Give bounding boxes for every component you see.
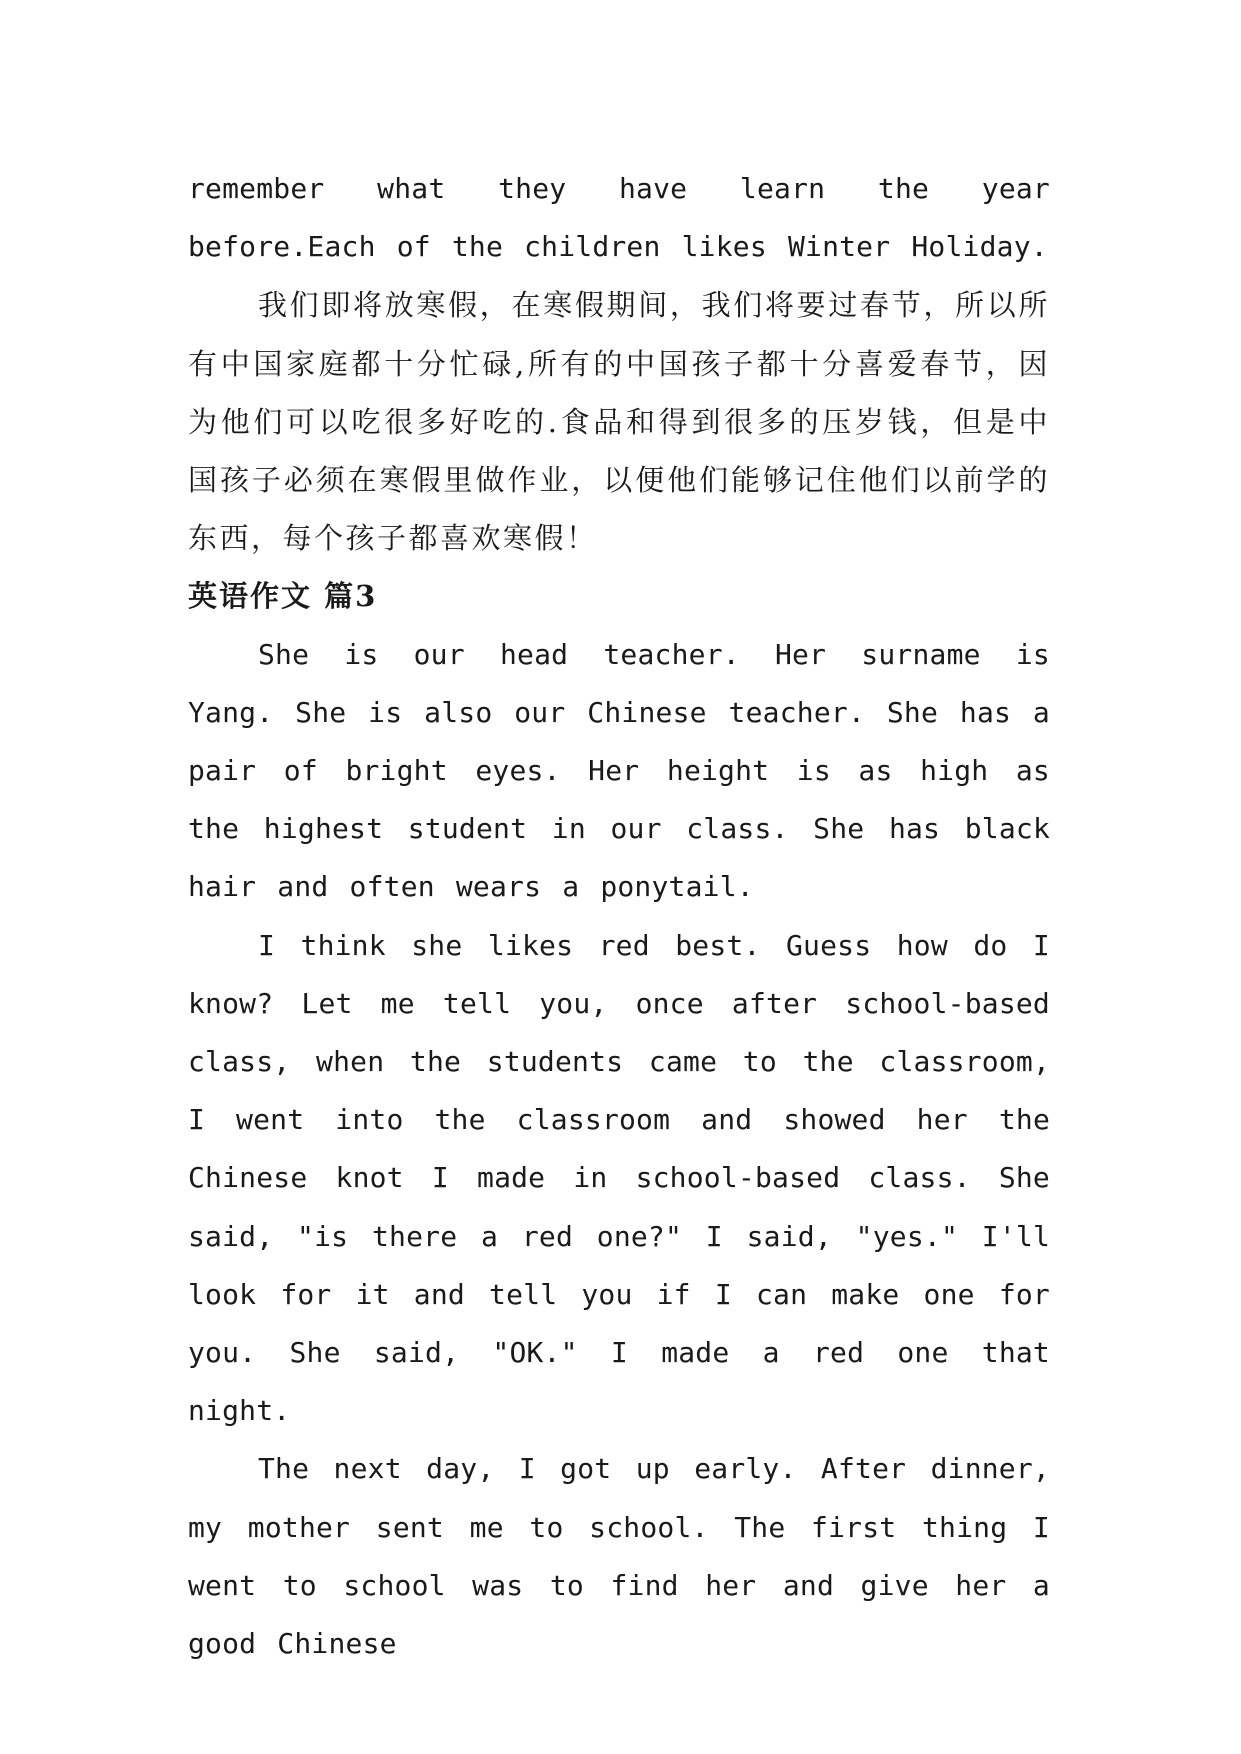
paragraph-chinese-translation: 我们即将放寒假，在寒假期间，我们将要过春节，所以所有中国家庭都十分忙碌,所有的中国孩子都十分喜爱春节，因为他们可以吃很多好吃的.食品和得到很多的压岁钱，但是中国孩子必须在寒假里做作业，以便他们能够记住他们以前学的东西，每个孩子都喜欢寒假！ — [188, 288, 1050, 556]
paragraph-teacher-description: She is our head teacher. Her surname is Yang. She is also our Chinese teacher. She has a pair of bright eyes. Her height is as high as the highest student in our class. She has black hair and often wears a ponytail. — [188, 637, 1050, 904]
document-body — [188, 160, 1050, 1673]
paragraph-continuation: remember what they have learn the year before.Each of the children likes Winter Holiday. — [188, 172, 1050, 264]
section-heading: 英语作文 篇3 — [188, 579, 378, 614]
paragraph-red-knot-story: I think she likes red best. Guess how do I know? Let me tell you, once after school-based class, when the students came to the classroom, I went into the classroom and showed her the Chinese knot I made in school-based class. She said, "is there a red one?" I said, "yes." I'll look for it and tell you if I can make one for you. She said, "OK." I made a red one that night. — [188, 928, 1050, 1428]
paragraph-next-day: The next day, I got up early. After dinner, my mother sent me to school. The first thing I went to school was to find her and give her a good Chinese — [188, 1452, 1050, 1661]
